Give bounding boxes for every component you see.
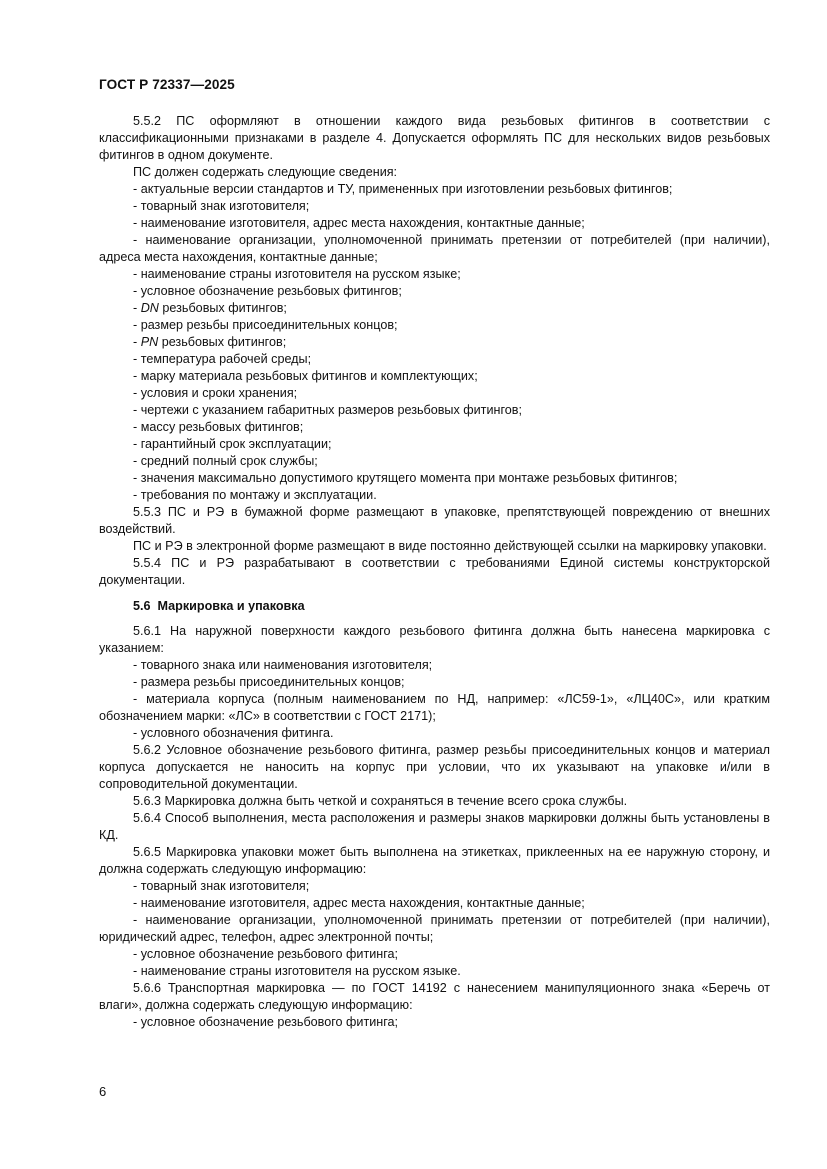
- dn-term: DN: [140, 301, 159, 315]
- list-item: - марку материала резьбовых фитингов и комплектующих;: [133, 369, 478, 383]
- list-item: - наименование организации, уполномоченной принимать претензии от потребителей (при наличии), юридический адрес, телефон, адрес электронной почты;: [99, 913, 770, 944]
- paragraph-5-6-6: 5.6.6 Транспортная маркировка — по ГОСТ 14192 с нанесением манипуляционного знака «Беречь от влаги», должна содержать следующую информацию:: [99, 981, 770, 1012]
- list-item: - условное обозначение резьбового фитинга;: [133, 947, 399, 961]
- list-item: - наименование организации, уполномоченной принимать претензии от потребителей (при наличии), адреса места нахождения, контактные данные;: [99, 233, 770, 264]
- list-item: - требования по монтажу и эксплуатации.: [133, 488, 377, 502]
- list-item: - значения максимально допустимого крутящего момента при монтаже резьбовых фитингов;: [133, 471, 678, 485]
- list-item: - наименование изготовителя, адрес места нахождения, контактные данные;: [133, 896, 585, 910]
- paragraph-5-5-3: 5.5.3 ПС и РЭ в бумажной форме размещают в упаковке, препятствующей повреждению от внешних воздействий.: [99, 505, 770, 536]
- list-item: - условия и сроки хранения;: [133, 386, 298, 400]
- list-item: - средний полный срок службы;: [133, 454, 318, 468]
- pn-term: PN: [140, 335, 159, 349]
- list-item: - наименование страны изготовителя на русском языке.: [133, 964, 461, 978]
- paragraph-5-6-3: 5.6.3 Маркировка должна быть четкой и сохраняться в течение всего срока службы.: [133, 794, 628, 808]
- list-item: - размер резьбы присоединительных концов;: [133, 318, 398, 332]
- section-number: 5.6: [133, 599, 151, 613]
- paragraph-5-6-4: 5.6.4 Способ выполнения, места расположения и размеры знаков маркировки должны быть установлены в КД.: [99, 811, 770, 842]
- list-item: - товарный знак изготовителя;: [133, 199, 310, 213]
- list-item: - товарного знака или наименования изготовителя;: [133, 658, 433, 672]
- paragraph-5-5-3-electronic: ПС и РЭ в электронной форме размещают в виде постоянно действующей ссылки на маркировку упаковки.: [133, 539, 767, 553]
- list-item: - DN резьбовых фитингов;: [133, 301, 287, 315]
- list-item: - PN резьбовых фитингов;: [133, 335, 287, 349]
- list-item: - наименование изготовителя, адрес места нахождения, контактные данные;: [133, 216, 585, 230]
- list-item: - товарный знак изготовителя;: [133, 879, 310, 893]
- list-item: - материала корпуса (полным наименованием по НД, например: «ЛС59-1», «ЛЦ40С», или кратким обозначением марки: «ЛС» в соответствии с ГОСТ 2171);: [99, 692, 770, 723]
- list-item: - размера резьбы присоединительных концов;: [133, 675, 405, 689]
- list-item: - массу резьбовых фитингов;: [133, 420, 304, 434]
- document-body: [99, 113, 770, 1031]
- list-item: - гарантийный срок эксплуатации;: [133, 437, 332, 451]
- list-item: - условное обозначение резьбового фитинга;: [133, 1015, 399, 1029]
- section-heading-5-6: [99, 598, 770, 615]
- page-number: 6: [99, 1084, 107, 1099]
- paragraph-5-6-5: 5.6.5 Маркировка упаковки может быть выполнена на этикетках, приклеенных на ее наружную сторону, и должна содержать следующую информацию:: [99, 845, 770, 876]
- paragraph-5-6-1: 5.6.1 На наружной поверхности каждого резьбового фитинга должна быть нанесена маркировка с указанием:: [99, 624, 770, 655]
- paragraph-5-6-2: 5.6.2 Условное обозначение резьбового фитинга, размер резьбы присоединительных концов и материал корпуса допускается не наносить на корпус при условии, что их указывают на упаковке и/или в сопроводительной документации.: [99, 743, 770, 791]
- list-item: - наименование страны изготовителя на русском языке;: [133, 267, 461, 281]
- list-item: - условного обозначения фитинга.: [133, 726, 334, 740]
- paragraph-5-5-4: 5.5.4 ПС и РЭ разрабатывают в соответствии с требованиями Единой системы конструкторской документации.: [99, 556, 770, 587]
- list-item: - актуальные версии стандартов и ТУ, примененных при изготовлении резьбовых фитингов;: [133, 182, 673, 196]
- list-item: - температура рабочей среды;: [133, 352, 312, 366]
- list-item: - условное обозначение резьбовых фитингов;: [133, 284, 402, 298]
- paragraph-5-5-2-intro: ПС должен содержать следующие сведения:: [133, 165, 398, 179]
- section-title: Маркировка и упаковка: [157, 599, 305, 613]
- document-header: ГОСТ Р 72337—2025: [99, 77, 235, 92]
- paragraph-5-5-2: 5.5.2 ПС оформляют в отношении каждого вида резьбовых фитингов в соответствии с классификационными признаками в разделе 4. Допускается оформлять ПС для нескольких видов резьбовых фитингов в одном документе.: [99, 114, 770, 162]
- list-item: - чертежи с указанием габаритных размеров резьбовых фитингов;: [133, 403, 522, 417]
